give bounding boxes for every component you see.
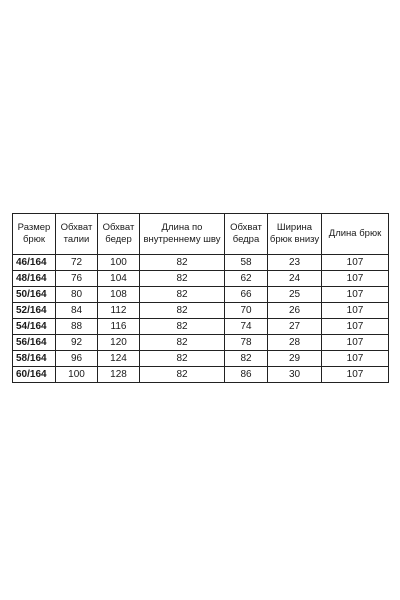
- table-cell: 107: [322, 351, 389, 367]
- table-cell: 100: [56, 367, 98, 383]
- table-cell: 107: [322, 367, 389, 383]
- header-inseam: Длина по внутреннему шву: [140, 214, 225, 255]
- table-cell: 107: [322, 335, 389, 351]
- table-row: [13, 287, 389, 303]
- table-cell: 82: [225, 351, 268, 367]
- table-cell: 76: [56, 271, 98, 287]
- size-cell: 58/164: [13, 351, 56, 367]
- table-cell: 82: [140, 271, 225, 287]
- header-thigh: Обхват бедра: [225, 214, 268, 255]
- table-cell: 58: [225, 255, 268, 271]
- table-row: [13, 319, 389, 335]
- table-cell: 62: [225, 271, 268, 287]
- header-length: Длина брюк: [322, 214, 389, 255]
- table-cell: 70: [225, 303, 268, 319]
- table-cell: 82: [140, 367, 225, 383]
- table-cell: 82: [140, 303, 225, 319]
- table-cell: 84: [56, 303, 98, 319]
- size-cell: 60/164: [13, 367, 56, 383]
- size-chart: [12, 213, 388, 383]
- table-cell: 104: [98, 271, 140, 287]
- table-cell: 28: [268, 335, 322, 351]
- table-cell: 82: [140, 335, 225, 351]
- table-row: [13, 335, 389, 351]
- size-cell: 48/164: [13, 271, 56, 287]
- size-table: [12, 213, 389, 383]
- table-cell: 74: [225, 319, 268, 335]
- table-cell: 100: [98, 255, 140, 271]
- table-cell: 80: [56, 287, 98, 303]
- table-cell: 124: [98, 351, 140, 367]
- header-hem-width: Ширина брюк внизу: [268, 214, 322, 255]
- table-cell: 78: [225, 335, 268, 351]
- table-cell: 86: [225, 367, 268, 383]
- size-cell: 50/164: [13, 287, 56, 303]
- table-cell: 72: [56, 255, 98, 271]
- table-cell: 107: [322, 303, 389, 319]
- size-cell: 52/164: [13, 303, 56, 319]
- header-hips: Обхват бедер: [98, 214, 140, 255]
- table-cell: 66: [225, 287, 268, 303]
- size-cell: 56/164: [13, 335, 56, 351]
- header-row: [13, 214, 389, 255]
- header-waist: Обхват талии: [56, 214, 98, 255]
- table-cell: 107: [322, 287, 389, 303]
- size-cell: 54/164: [13, 319, 56, 335]
- table-cell: 26: [268, 303, 322, 319]
- table-row: [13, 303, 389, 319]
- table-cell: 27: [268, 319, 322, 335]
- table-cell: 82: [140, 255, 225, 271]
- table-cell: 128: [98, 367, 140, 383]
- table-cell: 120: [98, 335, 140, 351]
- table-cell: 112: [98, 303, 140, 319]
- table-cell: 82: [140, 351, 225, 367]
- table-cell: 107: [322, 271, 389, 287]
- table-cell: 29: [268, 351, 322, 367]
- table-row: [13, 367, 389, 383]
- table-cell: 88: [56, 319, 98, 335]
- table-row: [13, 255, 389, 271]
- table-cell: 92: [56, 335, 98, 351]
- table-cell: 25: [268, 287, 322, 303]
- table-cell: 116: [98, 319, 140, 335]
- table-cell: 82: [140, 319, 225, 335]
- table-cell: 107: [322, 319, 389, 335]
- table-cell: 82: [140, 287, 225, 303]
- table-row: [13, 351, 389, 367]
- size-cell: 46/164: [13, 255, 56, 271]
- table-cell: 108: [98, 287, 140, 303]
- table-cell: 96: [56, 351, 98, 367]
- table-row: [13, 271, 389, 287]
- table-cell: 23: [268, 255, 322, 271]
- table-cell: 30: [268, 367, 322, 383]
- table-cell: 107: [322, 255, 389, 271]
- header-size: Размер брюк: [13, 214, 56, 255]
- table-cell: 24: [268, 271, 322, 287]
